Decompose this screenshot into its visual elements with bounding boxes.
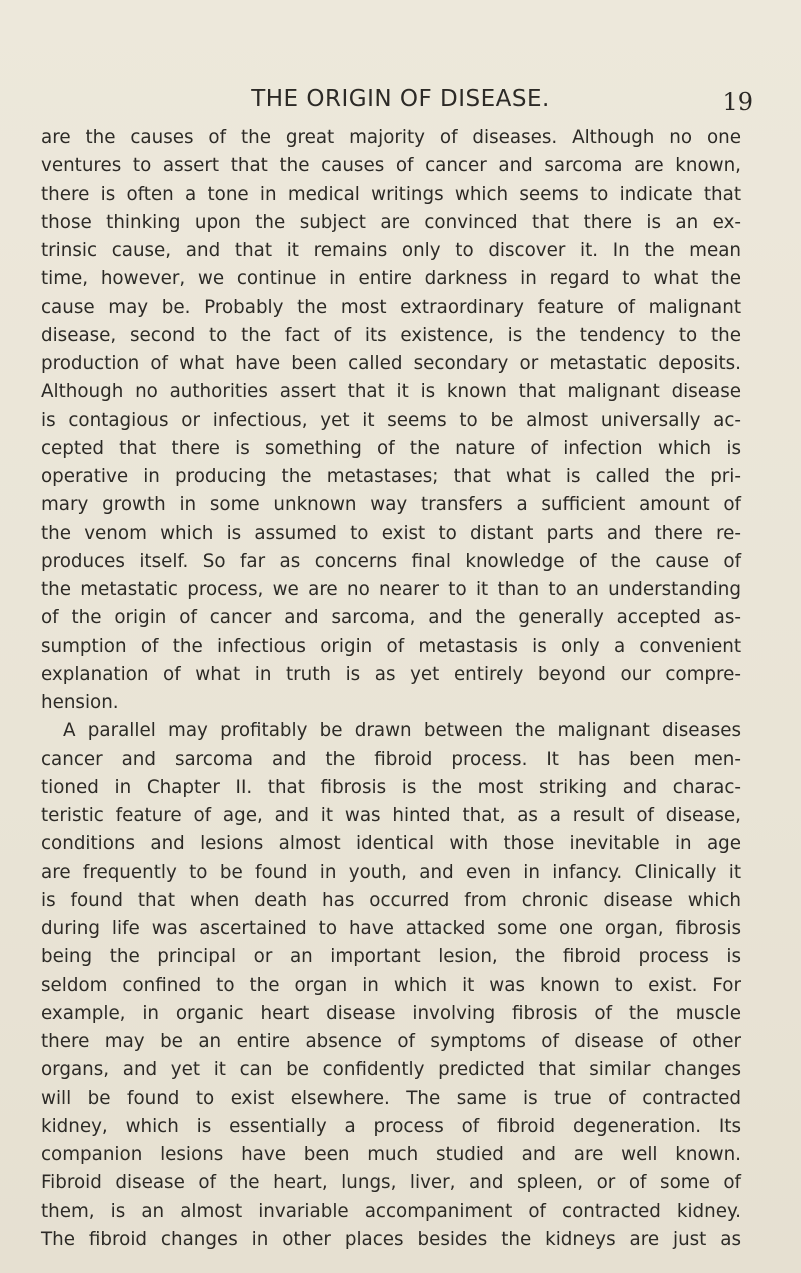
text-line: them, is an almost invariable accompaniment of contracted kidney. — [41, 1200, 741, 1222]
text-line: during life was ascertained to have attacked some one organ, fibrosis — [41, 918, 741, 939]
text-line: ventures to assert that the causes of cancer and sarcoma are known, — [41, 155, 741, 177]
body-text — [41, 124, 741, 1254]
text-line: organs, and yet it can be confidently predicted that similar changes — [41, 1059, 741, 1081]
text-line: are the causes of the great majority of diseases. Although no one — [41, 127, 741, 148]
text-line: conditions and lesions almost identical with those inevitable in age — [41, 833, 741, 855]
text-line: example, in organic heart disease involving fibrosis of the muscle — [41, 1002, 741, 1024]
text-line: time, however, we continue in entire darkness in regard to what the — [41, 268, 741, 290]
text-line: of the origin of cancer and sarcoma, and the generally accepted as- — [41, 607, 741, 629]
text-line: The fibroid changes in other places besides the kidneys are just as — [41, 1228, 741, 1250]
text-line: teristic feature of age, and it was hinted that, as a result of disease, — [41, 805, 741, 826]
text-line: is contagious or infectious, yet it seems to be almost universally ac- — [41, 409, 741, 431]
text-line: cause may be. Probably the most extraordinary feature of malignant — [41, 296, 741, 318]
text-line: sumption of the infectious origin of metastasis is only a convenient — [41, 635, 741, 657]
text-line: kidney, which is essentially a process of fibroid degeneration. Its — [41, 1115, 741, 1137]
text-line: explanation of what in truth is as yet entirely beyond our compre- — [41, 663, 741, 685]
text-line: cancer and sarcoma and the fibroid process. It has been men- — [41, 748, 741, 770]
text-line: tioned in Chapter II. that fibrosis is the most striking and charac- — [41, 776, 741, 798]
text-line: companion lesions have been much studied and are well known. — [41, 1144, 741, 1165]
paragraph-start-line: A parallel may profitably be drawn between the malignant diseases — [63, 720, 741, 742]
text-line: production of what have been called secondary or metastatic deposits. — [41, 353, 741, 374]
text-line: being the principal or an important lesion, the fibroid process is — [41, 946, 741, 968]
text-line: will be found to exist elsewhere. The same is true of contracted — [41, 1087, 741, 1109]
text-line: mary growth in some unknown way transfers a sufficient amount of — [41, 494, 741, 516]
running-title: THE ORIGIN OF DISEASE. — [251, 86, 550, 112]
page-number: 19 — [722, 88, 753, 116]
text-line: there may be an entire absence of symptoms of disease of other — [41, 1031, 741, 1052]
page-header — [0, 84, 801, 114]
text-line: is found that when death has occurred from chronic disease which — [41, 889, 741, 911]
text-line: produces itself. So far as concerns final knowledge of the cause of — [41, 550, 741, 572]
text-line: cepted that there is something of the nature of infection which is — [41, 437, 741, 459]
text-line: there is often a tone in medical writings which seems to indicate that — [41, 183, 741, 205]
text-line: Fibroid disease of the heart, lungs, liver, and spleen, or of some of — [41, 1172, 741, 1194]
text-line: disease, second to the fact of its existence, is the tendency to the — [41, 324, 741, 346]
text-line: are frequently to be found in youth, and even in infancy. Clinically it — [41, 861, 741, 883]
text-line: the venom which is assumed to exist to distant parts and there re- — [41, 522, 741, 544]
text-line: seldom confined to the organ in which it was known to exist. For — [41, 974, 741, 996]
paragraph-end-line: hension. — [41, 692, 119, 713]
text-line: Although no authorities assert that it is known that malignant disease — [41, 381, 741, 403]
text-line: trinsic cause, and that it remains only to discover it. In the mean — [41, 240, 741, 261]
text-line: operative in producing the metastases; that what is called the pri- — [41, 466, 741, 487]
text-line: the metastatic process, we are no nearer to it than to an understanding — [41, 579, 741, 600]
text-line: those thinking upon the subject are convinced that there is an ex- — [41, 211, 741, 233]
